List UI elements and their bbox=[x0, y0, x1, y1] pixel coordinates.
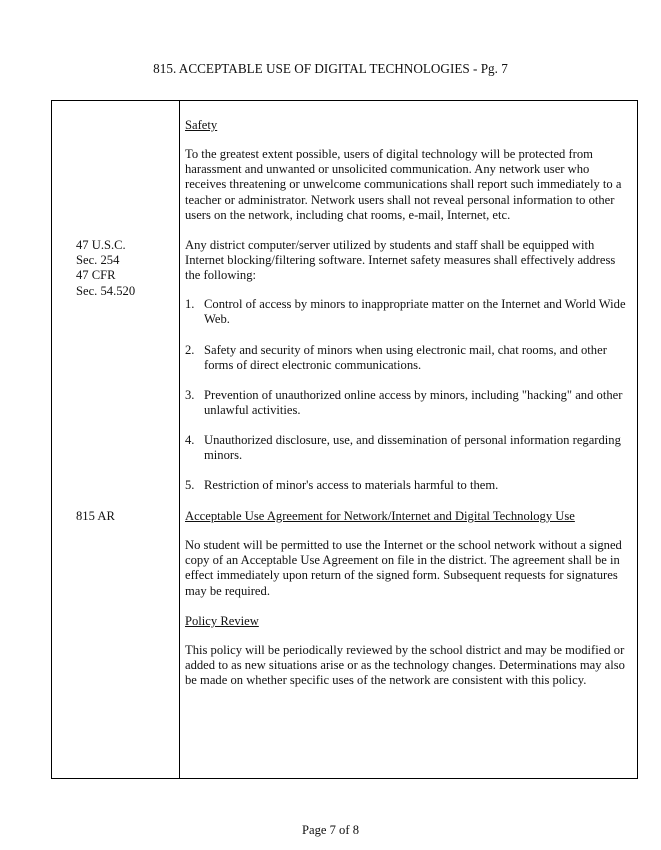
list-item bbox=[185, 297, 631, 327]
policy-review-paragraph: This policy will be periodically reviewed by the school district and may be modified or added to as new situations arise or as the technology changes. Determinations may also be made on whether specific uses of the network are consistent with this policy. bbox=[185, 643, 625, 688]
list-item-text: Safety and security of minors when using electronic mail, chat rooms, and other forms of direct electronic communications. bbox=[204, 343, 607, 373]
list-item-number: 4. bbox=[185, 433, 195, 447]
safety-paragraph: To the greatest extent possible, users of digital technology will be protected from harassment and unwanted or unsolicited communication. Any network user who receives threatening or unwelcome communications shall report such immediately to a teacher or administrator. Network users shall not reveal personal information to other users on the network, including chat rooms, e-mail, Internet, etc. bbox=[185, 147, 622, 222]
policy-review-heading: Policy Review bbox=[185, 614, 259, 628]
list-item bbox=[185, 343, 631, 373]
filtering-paragraph: Any district computer/server utilized by students and staff shall be equipped with Internet blocking/filtering software. Internet safety measures shall effectively address the following: bbox=[185, 238, 616, 283]
page-footer: Page 7 of 8 bbox=[301, 823, 359, 837]
policy-ref-815ar: 815 AR bbox=[76, 509, 115, 523]
page-header: 815. ACCEPTABLE USE OF DIGITAL TECHNOLOGIES - Pg. 7 bbox=[153, 61, 508, 76]
list-item bbox=[185, 478, 631, 493]
list-item-text: Prevention of unauthorized online access by minors, including "hacking" and other unlawful activities. bbox=[204, 388, 623, 418]
list-item-text: Unauthorized disclosure, use, and dissemination of personal information regarding minors. bbox=[204, 433, 621, 463]
list-item-number: 2. bbox=[185, 343, 195, 357]
aua-heading: Acceptable Use Agreement for Network/Internet and Digital Technology Use bbox=[185, 509, 575, 523]
legal-ref-line: Sec. 54.520 bbox=[76, 283, 136, 298]
aua-paragraph: No student will be permitted to use the Internet or the school network without a signed copy of an Acceptable Use Agreement on file in the district. The agreement shall be in effect immediately upon return of the signed form. Subsequent requests for signatures may be required. bbox=[185, 538, 622, 598]
list-item bbox=[185, 388, 631, 418]
legal-reference-block bbox=[76, 238, 135, 299]
list-item-number: 3. bbox=[185, 388, 195, 402]
list-item bbox=[185, 433, 631, 463]
legal-ref-line: Sec. 254 bbox=[76, 253, 120, 268]
legal-ref-line: 47 CFR bbox=[76, 268, 116, 283]
column-divider bbox=[179, 100, 180, 779]
list-item-number: 5. bbox=[185, 478, 195, 492]
list-item-number: 1. bbox=[185, 297, 195, 311]
list-item-text: Restriction of minor's access to materials harmful to them. bbox=[204, 478, 499, 492]
safety-heading: Safety bbox=[185, 118, 218, 132]
legal-ref-line: 47 U.S.C. bbox=[76, 238, 126, 252]
list-item-text: Control of access by minors to inappropriate matter on the Internet and World Wide Web. bbox=[204, 297, 626, 327]
